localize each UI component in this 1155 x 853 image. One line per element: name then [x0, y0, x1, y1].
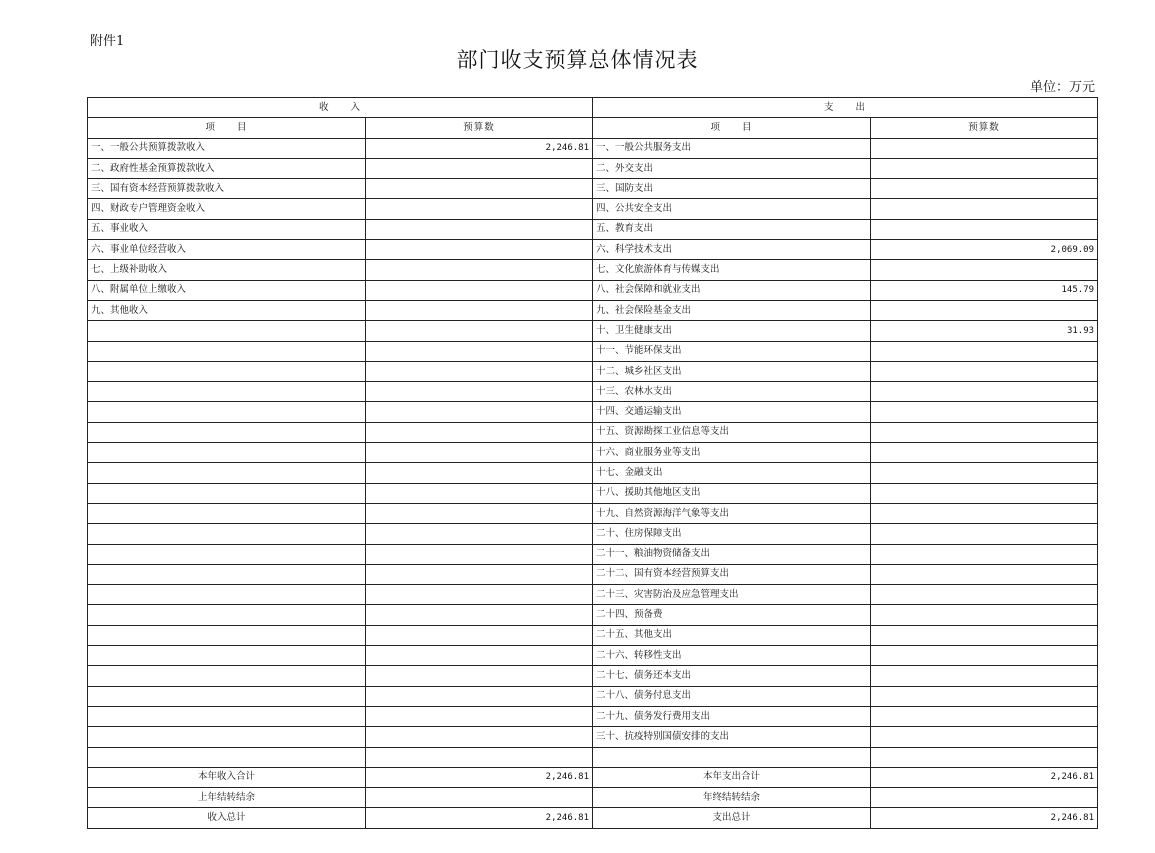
- total-row: [88, 788, 1098, 808]
- table-row: [88, 158, 1098, 178]
- income-item-label: 九、其他收入: [88, 300, 366, 320]
- income-item-value: [366, 503, 593, 523]
- income-item-label: [88, 503, 366, 523]
- budget-table: [87, 97, 1098, 829]
- income-item-label: [88, 625, 366, 645]
- income-item-label: [88, 564, 366, 584]
- income-item-label: [88, 341, 366, 361]
- table-row: [88, 199, 1098, 219]
- expense-item-value: 145.79: [871, 280, 1098, 300]
- section-header-row: [88, 98, 1098, 118]
- expense-item-label: 十八、援助其他地区支出: [593, 483, 871, 503]
- income-item-value: [366, 686, 593, 706]
- expense-item-value: [871, 300, 1098, 320]
- expense-item-label: 二十七、债务还本支出: [593, 666, 871, 686]
- income-item-label: 八、附属单位上缴收入: [88, 280, 366, 300]
- expense-item-label: 十、卫生健康支出: [593, 321, 871, 341]
- income-item-label: [88, 666, 366, 686]
- table-row: [88, 361, 1098, 381]
- income-item-value: [366, 666, 593, 686]
- table-row: [88, 321, 1098, 341]
- blank-cell: [871, 747, 1098, 767]
- expense-item-value: [871, 706, 1098, 726]
- income-item-value: [366, 179, 593, 199]
- table-row: [88, 625, 1098, 645]
- income-item-label: 五、事业收入: [88, 219, 366, 239]
- table-row: [88, 280, 1098, 300]
- expense-item-label: 五、教育支出: [593, 219, 871, 239]
- expense-item-value: [871, 544, 1098, 564]
- expense-item-label: 十六、商业服务业等支出: [593, 443, 871, 463]
- expense-item-value: [871, 463, 1098, 483]
- income-budget-header: 预算数: [366, 118, 593, 138]
- table-row: [88, 179, 1098, 199]
- income-item-label: 七、上级补助收入: [88, 260, 366, 280]
- income-item-value: 2,246.81: [366, 138, 593, 158]
- expense-item-value: [871, 443, 1098, 463]
- total-expense-label: 本年支出合计: [593, 767, 871, 787]
- blank-cell: [593, 747, 871, 767]
- expense-item-label: 十三、农林水支出: [593, 382, 871, 402]
- expense-item-label: 二十二、国有资本经营预算支出: [593, 564, 871, 584]
- total-income-value: 2,246.81: [366, 808, 593, 828]
- expense-item-value: [871, 524, 1098, 544]
- income-header: 收 入: [88, 98, 593, 118]
- expense-item-label: 十二、城乡社区支出: [593, 361, 871, 381]
- expense-item-value: [871, 260, 1098, 280]
- income-item-label: [88, 524, 366, 544]
- income-item-value: [366, 219, 593, 239]
- income-item-value: [366, 382, 593, 402]
- table-row: [88, 219, 1098, 239]
- expense-item-label: 十五、资源勘探工业信息等支出: [593, 422, 871, 442]
- blank-row: [88, 747, 1098, 767]
- income-item-label: [88, 605, 366, 625]
- income-item-label: [88, 321, 366, 341]
- expense-item-label: 八、社会保障和就业支出: [593, 280, 871, 300]
- table-row: [88, 240, 1098, 260]
- total-row: [88, 808, 1098, 828]
- total-expense-label: 支出总计: [593, 808, 871, 828]
- expense-item-value: [871, 219, 1098, 239]
- income-item-label: [88, 402, 366, 422]
- income-item-label: [88, 361, 366, 381]
- expense-item-label: 二十六、转移性支出: [593, 646, 871, 666]
- expense-item-value: [871, 179, 1098, 199]
- expense-item-value: 31.93: [871, 321, 1098, 341]
- expense-item-value: [871, 666, 1098, 686]
- total-expense-label: 年终结转结余: [593, 788, 871, 808]
- page-title: 部门收支预算总体情况表: [456, 48, 699, 72]
- income-item-value: [366, 422, 593, 442]
- total-expense-value: [871, 788, 1098, 808]
- income-item-label: 三、国有资本经营预算拨款收入: [88, 179, 366, 199]
- expense-item-label: 三、国防支出: [593, 179, 871, 199]
- expense-item-label: 十九、自然资源海洋气象等支出: [593, 503, 871, 523]
- total-income-label: 本年收入合计: [88, 767, 366, 787]
- table-row: [88, 727, 1098, 747]
- income-item-value: [366, 361, 593, 381]
- income-item-label: [88, 382, 366, 402]
- income-item-value: [366, 605, 593, 625]
- table-row: [88, 605, 1098, 625]
- expense-item-value: [871, 158, 1098, 178]
- total-income-value: 2,246.81: [366, 767, 593, 787]
- income-item-value: [366, 321, 593, 341]
- blank-cell: [366, 747, 593, 767]
- expense-item-value: [871, 483, 1098, 503]
- expense-item-label: 十四、交通运输支出: [593, 402, 871, 422]
- table-row: [88, 382, 1098, 402]
- expense-item-label: 三十、抗疫特别国债安排的支出: [593, 727, 871, 747]
- total-expense-value: 2,246.81: [871, 767, 1098, 787]
- total-income-value: [366, 788, 593, 808]
- table-row: [88, 503, 1098, 523]
- table-row: [88, 300, 1098, 320]
- table-row: [88, 443, 1098, 463]
- expense-item-value: [871, 138, 1098, 158]
- income-item-label: [88, 706, 366, 726]
- income-item-value: [366, 240, 593, 260]
- table-row: [88, 585, 1098, 605]
- expense-item-value: [871, 503, 1098, 523]
- expense-item-label: 二十、住房保障支出: [593, 524, 871, 544]
- income-item-label: [88, 422, 366, 442]
- table-row: [88, 706, 1098, 726]
- income-item-value: [366, 158, 593, 178]
- expense-item-value: [871, 564, 1098, 584]
- income-item-value: [366, 585, 593, 605]
- expense-budget-header: 预算数: [871, 118, 1098, 138]
- table-row: [88, 463, 1098, 483]
- income-item-label: 二、政府性基金预算拨款收入: [88, 158, 366, 178]
- expense-item-value: [871, 341, 1098, 361]
- income-item-value: [366, 341, 593, 361]
- table-row: [88, 260, 1098, 280]
- expense-item-label: 四、公共安全支出: [593, 199, 871, 219]
- income-item-label: 一、一般公共预算拨款收入: [88, 138, 366, 158]
- income-item-value: [366, 524, 593, 544]
- table-row: [88, 646, 1098, 666]
- table-row: [88, 544, 1098, 564]
- expense-item-value: [871, 585, 1098, 605]
- income-item-value: [366, 646, 593, 666]
- total-expense-value: 2,246.81: [871, 808, 1098, 828]
- income-item-value: [366, 564, 593, 584]
- table-row: [88, 422, 1098, 442]
- expense-item-label: 六、科学技术支出: [593, 240, 871, 260]
- income-item-label: 六、事业单位经营收入: [88, 240, 366, 260]
- income-item-value: [366, 625, 593, 645]
- expense-item-value: [871, 686, 1098, 706]
- column-header-row: [88, 118, 1098, 138]
- total-row: [88, 767, 1098, 787]
- income-item-label: 四、财政专户管理资金收入: [88, 199, 366, 219]
- expense-header: 支 出: [593, 98, 1098, 118]
- table-row: [88, 686, 1098, 706]
- expense-item-value: 2,069.09: [871, 240, 1098, 260]
- expense-item-label: 二十八、债务付息支出: [593, 686, 871, 706]
- income-item-value: [366, 402, 593, 422]
- income-item-label: [88, 727, 366, 747]
- expense-item-value: [871, 402, 1098, 422]
- expense-item-value: [871, 625, 1098, 645]
- blank-cell: [88, 747, 366, 767]
- expense-item-value: [871, 361, 1098, 381]
- table-row: [88, 341, 1098, 361]
- expense-item-label: 十七、金融支出: [593, 463, 871, 483]
- expense-item-label: 二十三、灾害防治及应急管理支出: [593, 585, 871, 605]
- income-item-label: [88, 544, 366, 564]
- expense-item-value: [871, 727, 1098, 747]
- total-income-label: 上年结转结余: [88, 788, 366, 808]
- income-item-value: [366, 727, 593, 747]
- expense-item-value: [871, 422, 1098, 442]
- table-row: [88, 483, 1098, 503]
- income-item-value: [366, 280, 593, 300]
- table-row: [88, 402, 1098, 422]
- income-item-label: [88, 443, 366, 463]
- income-item-label: [88, 483, 366, 503]
- expense-item-label: 十一、节能环保支出: [593, 341, 871, 361]
- total-income-label: 收入总计: [88, 808, 366, 828]
- income-item-value: [366, 483, 593, 503]
- expense-item-value: [871, 199, 1098, 219]
- income-item-value: [366, 706, 593, 726]
- expense-item-label: 二十五、其他支出: [593, 625, 871, 645]
- income-item-label: [88, 686, 366, 706]
- income-item-value: [366, 443, 593, 463]
- expense-item-value: [871, 605, 1098, 625]
- income-item-label: [88, 646, 366, 666]
- income-item-value: [366, 199, 593, 219]
- table-row: [88, 564, 1098, 584]
- income-item-label: [88, 585, 366, 605]
- income-item-value: [366, 260, 593, 280]
- expense-item-label: 二、外交支出: [593, 158, 871, 178]
- expense-item-label: 七、文化旅游体育与传媒支出: [593, 260, 871, 280]
- income-item-header: 项 目: [88, 118, 366, 138]
- income-item-label: [88, 463, 366, 483]
- expense-item-label: 一、一般公共服务支出: [593, 138, 871, 158]
- attachment-label: 附件1: [90, 34, 125, 49]
- expense-item-label: 二十九、债务发行费用支出: [593, 706, 871, 726]
- expense-item-header: 项 目: [593, 118, 871, 138]
- expense-item-label: 二十四、预备费: [593, 605, 871, 625]
- income-item-value: [366, 544, 593, 564]
- table-row: [88, 138, 1098, 158]
- expense-item-label: 二十一、粮油物资储备支出: [593, 544, 871, 564]
- table-row: [88, 524, 1098, 544]
- expense-item-value: [871, 646, 1098, 666]
- unit-label: 单位：万元: [1029, 80, 1095, 95]
- income-item-value: [366, 463, 593, 483]
- expense-item-value: [871, 382, 1098, 402]
- table-row: [88, 666, 1098, 686]
- expense-item-label: 九、社会保险基金支出: [593, 300, 871, 320]
- income-item-value: [366, 300, 593, 320]
